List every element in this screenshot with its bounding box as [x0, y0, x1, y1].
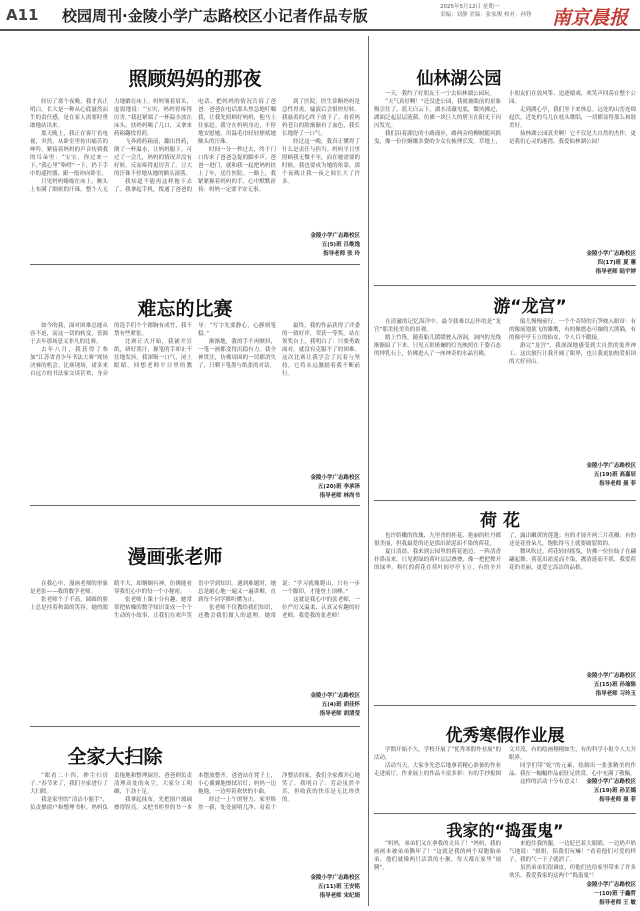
article-divider [30, 726, 360, 727]
article-divider [374, 705, 636, 706]
paragraph: 时间一分一秒过去，终于门口传来了爸爸急促的脚步声。爸爸一进门，就和我一起把妈妈扶上了车，送往医院。一路上，我紧紧握着妈妈的手，心中默默祈祷：妈妈一定要平安无事。 [198, 147, 276, 193]
paragraph: 一天，我约了好朋友王一宁去仙林湖公园玩。 [385, 91, 496, 97]
article-title: 难忘的比赛 [137, 298, 233, 320]
article-title: 优秀寒假作业展 [445, 726, 565, 746]
article-title: 我家的“捣蛋鬼” [446, 821, 564, 840]
paragraph: 这样的活动十分有意义！ [520, 779, 581, 785]
article-body [374, 90, 636, 230]
paragraph: 我知道不能再这样拖下去了。我拿起手机，拨通了爸爸的电话，把妈妈的情况告诉了爸爸。爸爸在电话那头焦急地叮嘱我，让我先照顾好妈妈，他马上往家赶。我守在妈妈身边，不停地安慰她，用温毛巾轻轻擦拭她额头的汗珠。 [114, 99, 276, 193]
paragraph: 这就是我心中的张老师，一位严厉又温柔、认真又有趣的好老师。我爱我的张老师！ [282, 597, 360, 619]
newspaper-logo: 南京晨报 [552, 7, 629, 29]
article-title: 仙林湖公园 [416, 69, 502, 89]
article-body [374, 532, 636, 662]
article-divider [374, 813, 636, 814]
paragraph: 渐渐地，我的手不再颤抖，一笔一画都变得沉稳有力。我全神贯注，仿佛周围的一切都消失了，只剩下笔墨与纸张的对话。 [198, 339, 276, 369]
byline-teacher: 指导老师 林尚书 [319, 493, 360, 499]
paragraph: 同学们带“蛇”的元素，绘制出一张张精美的作品。我在一幅幅作品前驻足欣赏，心中充满了敬佩。 [509, 763, 636, 777]
byline-teacher: 指导老师 宋纪娟 [319, 893, 360, 899]
paragraph: 在我心中，漫画老师的形象是老张——我的数学老师。 [30, 581, 108, 595]
byline-school: 金陵小学广志路校区 [586, 463, 636, 469]
byline-teacher: 指导老师 张 玲 [323, 251, 360, 257]
paragraph: 比赛正式开始，我铺开宣纸，研好墨汁，握笔的手却止不住地发抖。我深吸一口气，闭上眼睛，回想老师平日里的教导：“写字先要静心，心静则笔稳。” [114, 323, 276, 369]
paragraph: 走到湖心亭，我们坐下来休息。远处的山峦连绵起伏，近处的鸟儿在枝头歌唱，一切都显得那么和谐美好。 [509, 107, 636, 129]
byline-teacher: 指导老师 聂 菲 [599, 481, 636, 487]
paragraph: 经过一上午的努力，家里焕然一新，处处窗明几净。看着干净整洁的家，我们全家都开心地笑了。我明白了：劳动虽然辛苦，但收获的快乐是无比珍贵的。 [198, 773, 360, 811]
paragraph: “眼看二十四，掸尘扫房子。”春节来了，我们全家进行了大扫除。 [30, 773, 108, 795]
byline [200, 474, 360, 501]
article-divider [374, 285, 636, 286]
paragraph: 夏日清晨，我来到公园里的荷花池边，一阵清香扑鼻而来。只见碧绿的荷叶层层叠叠，像一把把撑开的绿伞。粉红的荷花在荷叶间亭亭玉立，有的全开了，露出嫩黄的莲蓬；有的才展开两三片花瓣；有的还是花骨朵儿，饱胀得马上就要破裂似的。 [374, 533, 636, 571]
paragraph: “天气真好啊！”还没进公园，我就被眼前的景象吸引住了。蓝天白云下，湖水清澈见底，微风拂过，湖面泛起层层涟漪，仿佛一块巨大的碧玉在阳光下闪闪发光。 [374, 99, 501, 129]
byline-school: 金陵小学广志路校区 [586, 673, 636, 679]
paragraph: 我拿起抹布，先把窗户玻璃擦得锃亮，又把书柜里的书一本本摆放整齐。爸爸站在凳子上，小心翼翼地擦拭吊灯；妈妈一边拖地，一边哼着欢快的小曲。 [114, 773, 276, 811]
paragraph: 仙林湖公园真美啊！它不仅是大自然的杰作，更是我们心灵的港湾。我爱仙林湖公园！ [509, 131, 636, 145]
article-title: 漫画张老师 [127, 546, 223, 568]
paragraph: 张老师上课十分有趣，她常常把枯燥的数学知识变成一个个生动的小故事，让我们在欢声笑语中学到知识。遇到难题时，她总是耐心地一遍又一遍讲解，直到每个同学都听懂为止。 [114, 581, 276, 619]
paragraph: 到了医院，医生诊断妈妈是急性胃炎，输液后会很快好转。我悬着的心终于放下了。看着妈妈苍白的脸渐渐有了血色，我长长地舒了一口气。 [282, 99, 360, 137]
article-body [30, 580, 360, 690]
paragraph: 只见妈妈蜷缩在床上，额头上布满了细密的汗珠，整个人无力地躺在床上。妈妈皱着眉头，虚弱地说：“宝贝，妈妈胃疼得厉害。”我赶紧端了一杯温水放在床头，扶妈妈喝了几口，又拿来药箱翻找胃药。 [30, 99, 192, 193]
byline-school: 金陵小学广志路校区 [310, 693, 360, 699]
byline-school: 金陵小学广志路校区 [310, 233, 360, 239]
byline-teacher: 指导老师 陆宇婷 [595, 269, 636, 275]
byline-school: 金陵小学广志路校区 [586, 779, 636, 785]
paragraph: 虽然弟弟们很调皮，但他们也给家里带来了许多欢乐。我爱我家的这两个“捣蛋鬼”！ [509, 865, 636, 879]
issue-info [440, 3, 532, 19]
paragraph: 学期开始不久，学校开展了“优秀寒假作业展”的活动。 [374, 747, 501, 761]
article-body [374, 318, 636, 458]
byline-author: 一(10)班 于鑫哲 [593, 891, 636, 897]
paragraph: 张老师不仅教给我们知识，还教会我们做人的道理。她常说：“学习就像爬山，只有一步一个脚印，才能登上顶峰。” [198, 581, 360, 619]
byline-author: 五(11)班 王安铭 [317, 884, 360, 890]
paragraph: 经历了那个夜晚，我才真正明白，长大是一种从心底滋然而生的责任感，是在家人需要时勇敢地站出来。 [30, 99, 108, 129]
byline [496, 672, 636, 699]
paragraph: 最终，我的作品获得了评委的一致好评，荣获一等奖。站在领奖台上，我明白了：只要勇敢面对，就没有克服不了的困难。这次比赛让我学会了沉着与坚持，它将永远激励着我不断前行。 [282, 323, 360, 377]
page-number: A11 [6, 6, 39, 24]
paragraph: 去年八月，我获得了参加“江苏省青少年书法大赛”现场决赛的机会。比赛现场，诸多来自远方的书法家交谈甚欢，身旁的选手们个个都胸有成竹，我不禁有些紧张。 [30, 323, 192, 377]
paragraph: 经过这一晚，我真正懂得了什么是责任与担当。妈妈平日里照顾我无微不至，而在她需要的时候，我也要成为她的依靠。那个夜晚让我一夜之间长大了许多。 [282, 139, 360, 185]
article-divider [30, 505, 360, 506]
byline-school: 金陵小学广志路校区 [310, 875, 360, 881]
byline-school: 金陵小学广志路校区 [586, 251, 636, 257]
issue-date: 2025年5月12日 星期一 [440, 4, 500, 10]
paragraph: 船儿慢慢前行，一个个奇特的石笋映入眼帘：有的像展翅欲飞的雄鹰，有的像憨态可掬的大熊猫，有的像亭亭玉立的仙女，令人目不暇接。 [509, 319, 636, 341]
paragraph: “妈妈，弟弟们又在拿我的文具了！”妈妈，我的画画本被弟弟撕坏了！”这就是我的两个双胞胎弟弟，他们就像两只活泼的小猴，每天都在家里“闹腾”。 [374, 841, 501, 871]
page-title: 校园周刊·金陵小学广志路校区小记者作品专版 [62, 7, 368, 25]
paragraph: 张老师个子不高，圆圆的脸上总是挂着和蔼的笑容。她的眼睛不大，却炯炯有神，仿佛能看穿我们心中的每一个小秘密。 [30, 581, 192, 611]
paragraph: 飞奔到药箱前，翻出胃药，倒了一杯温水，让妈妈服下。可过了一会儿，妈妈的情况并没有好转，反而疼得更厉害了。豆大的汗珠不停地从她的额头滚落。 [114, 139, 192, 177]
byline [200, 874, 360, 901]
article-title: 游“龙宫” [493, 297, 567, 317]
article-body [30, 322, 360, 472]
paragraph: 也许娇嫩的玫瑰、九里香的桂花、艳丽的牡丹都很美丽，但我最爱的还是那出淤泥而不染的荷花。 [374, 533, 501, 547]
byline [496, 462, 636, 489]
byline-school: 金陵小学广志路校区 [586, 882, 636, 888]
article-divider [374, 500, 636, 501]
byline-author: 四(17)班 夏 蕙 [597, 260, 636, 266]
byline [496, 250, 636, 277]
byline [200, 232, 360, 259]
byline-author: 五(15)班 孙瑜陈 [593, 682, 636, 688]
article-divider [30, 264, 360, 265]
paragraph: 在清澈的记忆海洋中，最令我难以忘怀的是“龙宫”那美轮美奂的景观。 [374, 319, 501, 333]
byline-author: 五(19)班 高嘉辰 [593, 472, 636, 478]
paragraph: 微风吹过，荷花轻轻摇曳，仿佛一位位仙子在翩翩起舞。荷花出淤泥而不染，濯清涟而不妖，我爱荷花的美丽，更爱它高洁的品格。 [509, 549, 636, 571]
byline [200, 692, 360, 719]
paragraph: 活动当天，大家争先恐后地拿着精心准备的作业走进展厅。作业展上的作品丰富多彩：有的手抄报图文并茂，有的绘画栩栩如生，有的科学小报令人大开眼界。 [374, 747, 636, 777]
editor-credits: 责编：刘静 美编：张家俊 校对：孙铮 [440, 12, 532, 18]
header-rule [0, 29, 640, 31]
byline-teacher: 指导老师 胡清莹 [319, 711, 360, 717]
byline-school: 金陵小学广志路校区 [310, 475, 360, 481]
paragraph: 如今的我，面对困难总能从容不迫，而这一切的转变，皆源于去年那场意义非凡的比赛。 [30, 323, 108, 345]
article-title: 荷 花 [480, 511, 520, 531]
article-body [30, 98, 360, 206]
byline-teacher: 指导老师 王 敏 [599, 900, 636, 906]
paragraph: 那天晚上，我正在客厅看电视，突然，从卧室里传出痛苦的呻吟。紧接着妈妈的声音传到我的耳朵里：“宝宝，你过来一下。”我心里“咯噔”一下，扔下手中的遥控器，踉一般冲向卧室。 [30, 131, 108, 177]
byline-author: 五(4)班 胡佳怀 [321, 702, 360, 708]
article-title: 全家大扫除 [67, 746, 163, 768]
article-body [30, 772, 360, 872]
byline [496, 778, 636, 805]
paragraph: 来抱住我的腿，一边眨巴着大眼睛，一边奶声奶气地说：“姐姐，陪我们玩嘛！”看着他们可爱的样子，我的气一下子就消了。 [509, 841, 636, 863]
byline-author: 五(19)班 孙芷嫣 [593, 788, 636, 794]
article-title: 照顾妈妈的那夜 [128, 68, 262, 90]
paragraph: 我是家里的“清洁小能手”，负责擦窗户和整理书柜。妈妈负责拖地和整理厨房，爸爸则负责清理高处的灰尘。大家分工明确，干劲十足。 [30, 773, 192, 811]
paragraph: 我们沿着湖边的小路漫步，路两旁的柳树随风摇曳，像一位位婀娜多姿的少女在梳理长发。草地上，小朋友们在放风筝、追逐嬉戏，欢笑声回荡在整个公园。 [374, 91, 636, 145]
byline [496, 881, 636, 908]
byline-teacher: 指导老师 聂 菲 [599, 797, 636, 803]
paragraph: 踏上竹筏，随着船儿缓缓驶入溶洞，洞内的光线渐渐暗了下来，只见五彩斑斓的灯光映照在千姿百态的钟乳石上，仿佛进入了一座神奇的水晶宫殿。 [374, 335, 501, 357]
article-body [374, 840, 636, 880]
byline-author: 五(20)班 李承泽 [317, 484, 360, 490]
byline-author: 五(5)班 吕维逸 [321, 242, 360, 248]
byline-teacher: 指导老师 习玲玉 [595, 691, 636, 697]
column-divider-vertical [368, 36, 369, 906]
paragraph: 游完“龙宫”，我深深地感受到大自然的鬼斧神工。这次旅行让我开阔了眼界，也让我更加热爱祖国的大好河山。 [509, 343, 636, 365]
